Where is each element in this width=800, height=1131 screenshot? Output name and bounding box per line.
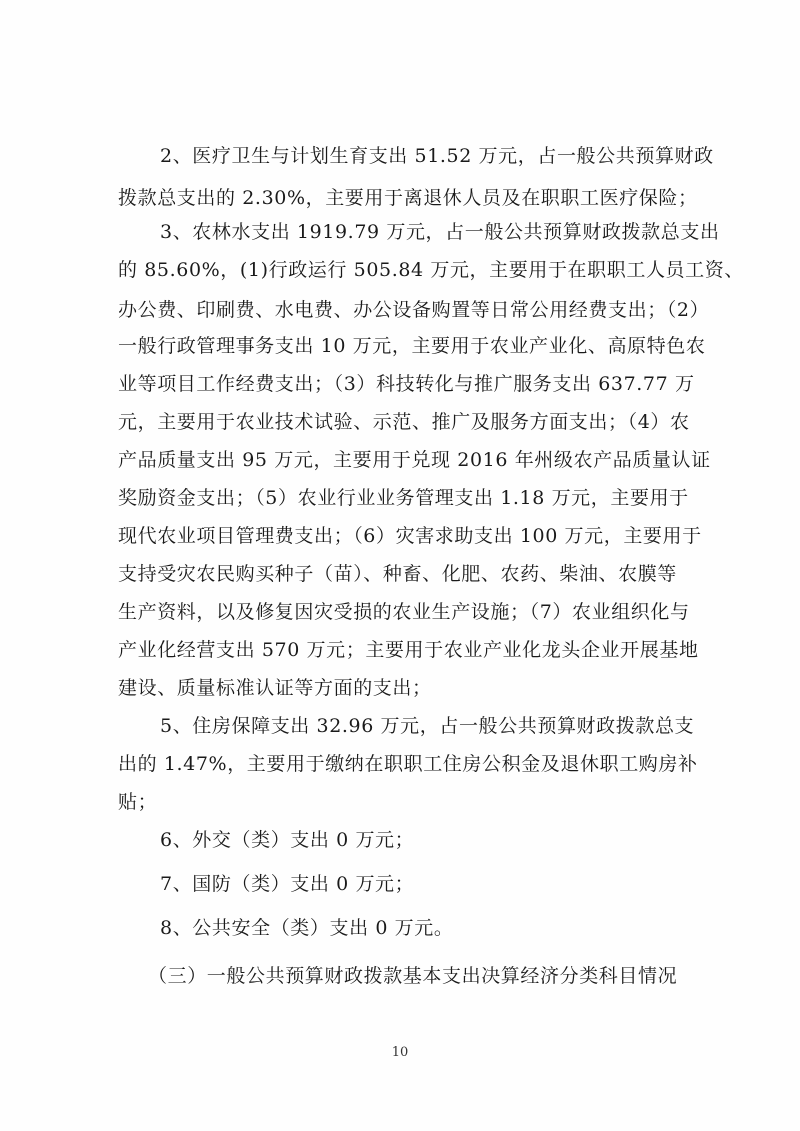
section-heading: （三）一般公共预算财政拨款基本支出决算经济分类科目情况 bbox=[148, 965, 678, 987]
paragraph-line: 元，主要用于农业技术试验、示范、推广及服务方面支出；（4）农 bbox=[118, 411, 690, 433]
paragraph-line: 出的 1.47%，主要用于缴纳在职职工住房公积金及退休职工购房补 bbox=[118, 753, 698, 775]
paragraph-line: 建设、质量标准认证等方面的支出； bbox=[118, 677, 432, 699]
paragraph-line: 的 85.60%，(1)行政运行 505.84 万元，主要用于在职职工人员工资、 bbox=[118, 259, 744, 281]
paragraph-line: 奖励资金支出；（5）农业行业业务管理支出 1.18 万元，主要用于 bbox=[118, 487, 689, 509]
paragraph-line: 产业化经营支出 570 万元；主要用于农业产业化龙头企业开展基地 bbox=[118, 639, 699, 661]
paragraph-line: 办公费、印刷费、水电费、办公设备购置等日常公用经费支出；（2） bbox=[118, 299, 710, 321]
paragraph-line: 贴； bbox=[118, 791, 158, 813]
paragraph-line: 3、农林水支出 1919.79 万元，占一般公共预算财政拨款总支出 bbox=[160, 221, 720, 243]
paragraph-line: 业等项目工作经费支出；（3）科技转化与推广服务支出 637.77 万 bbox=[118, 373, 695, 395]
paragraph-line: 拨款总支出的 2.30%，主要用于离退休人员及在职职工医疗保险； bbox=[118, 187, 698, 209]
paragraph-line: 生产资料，以及修复因灾受损的农业生产设施；（7）农业组织化与 bbox=[118, 601, 690, 623]
paragraph-line: 产品质量支出 95 万元，主要用于兑现 2016 年州级农产品质量认证 bbox=[118, 449, 711, 471]
paragraph-line: 支持受灾农民购买种子（苗）、种畜、化肥、农药、柴油、农膜等 bbox=[118, 563, 677, 585]
paragraph-line: 5、住房保障支出 32.96 万元，占一般公共预算财政拨款总支 bbox=[160, 715, 695, 737]
page-number: 10 bbox=[391, 1045, 409, 1060]
paragraph-line: 6、外交（类）支出 0 万元； bbox=[160, 829, 415, 851]
paragraph-line: 7、国防（类）支出 0 万元； bbox=[160, 873, 415, 895]
paragraph-line: 2、医疗卫生与计划生育支出 51.52 万元，占一般公共预算财政 bbox=[160, 145, 714, 167]
paragraph-line: 一般行政管理事务支出 10 万元，主要用于农业产业化、高原特色农 bbox=[118, 335, 706, 357]
paragraph-line: 现代农业项目管理费支出；（6）灾害求助支出 100 万元，主要用于 bbox=[118, 525, 702, 547]
paragraph-line: 8、公共安全（类）支出 0 万元。 bbox=[160, 917, 454, 939]
